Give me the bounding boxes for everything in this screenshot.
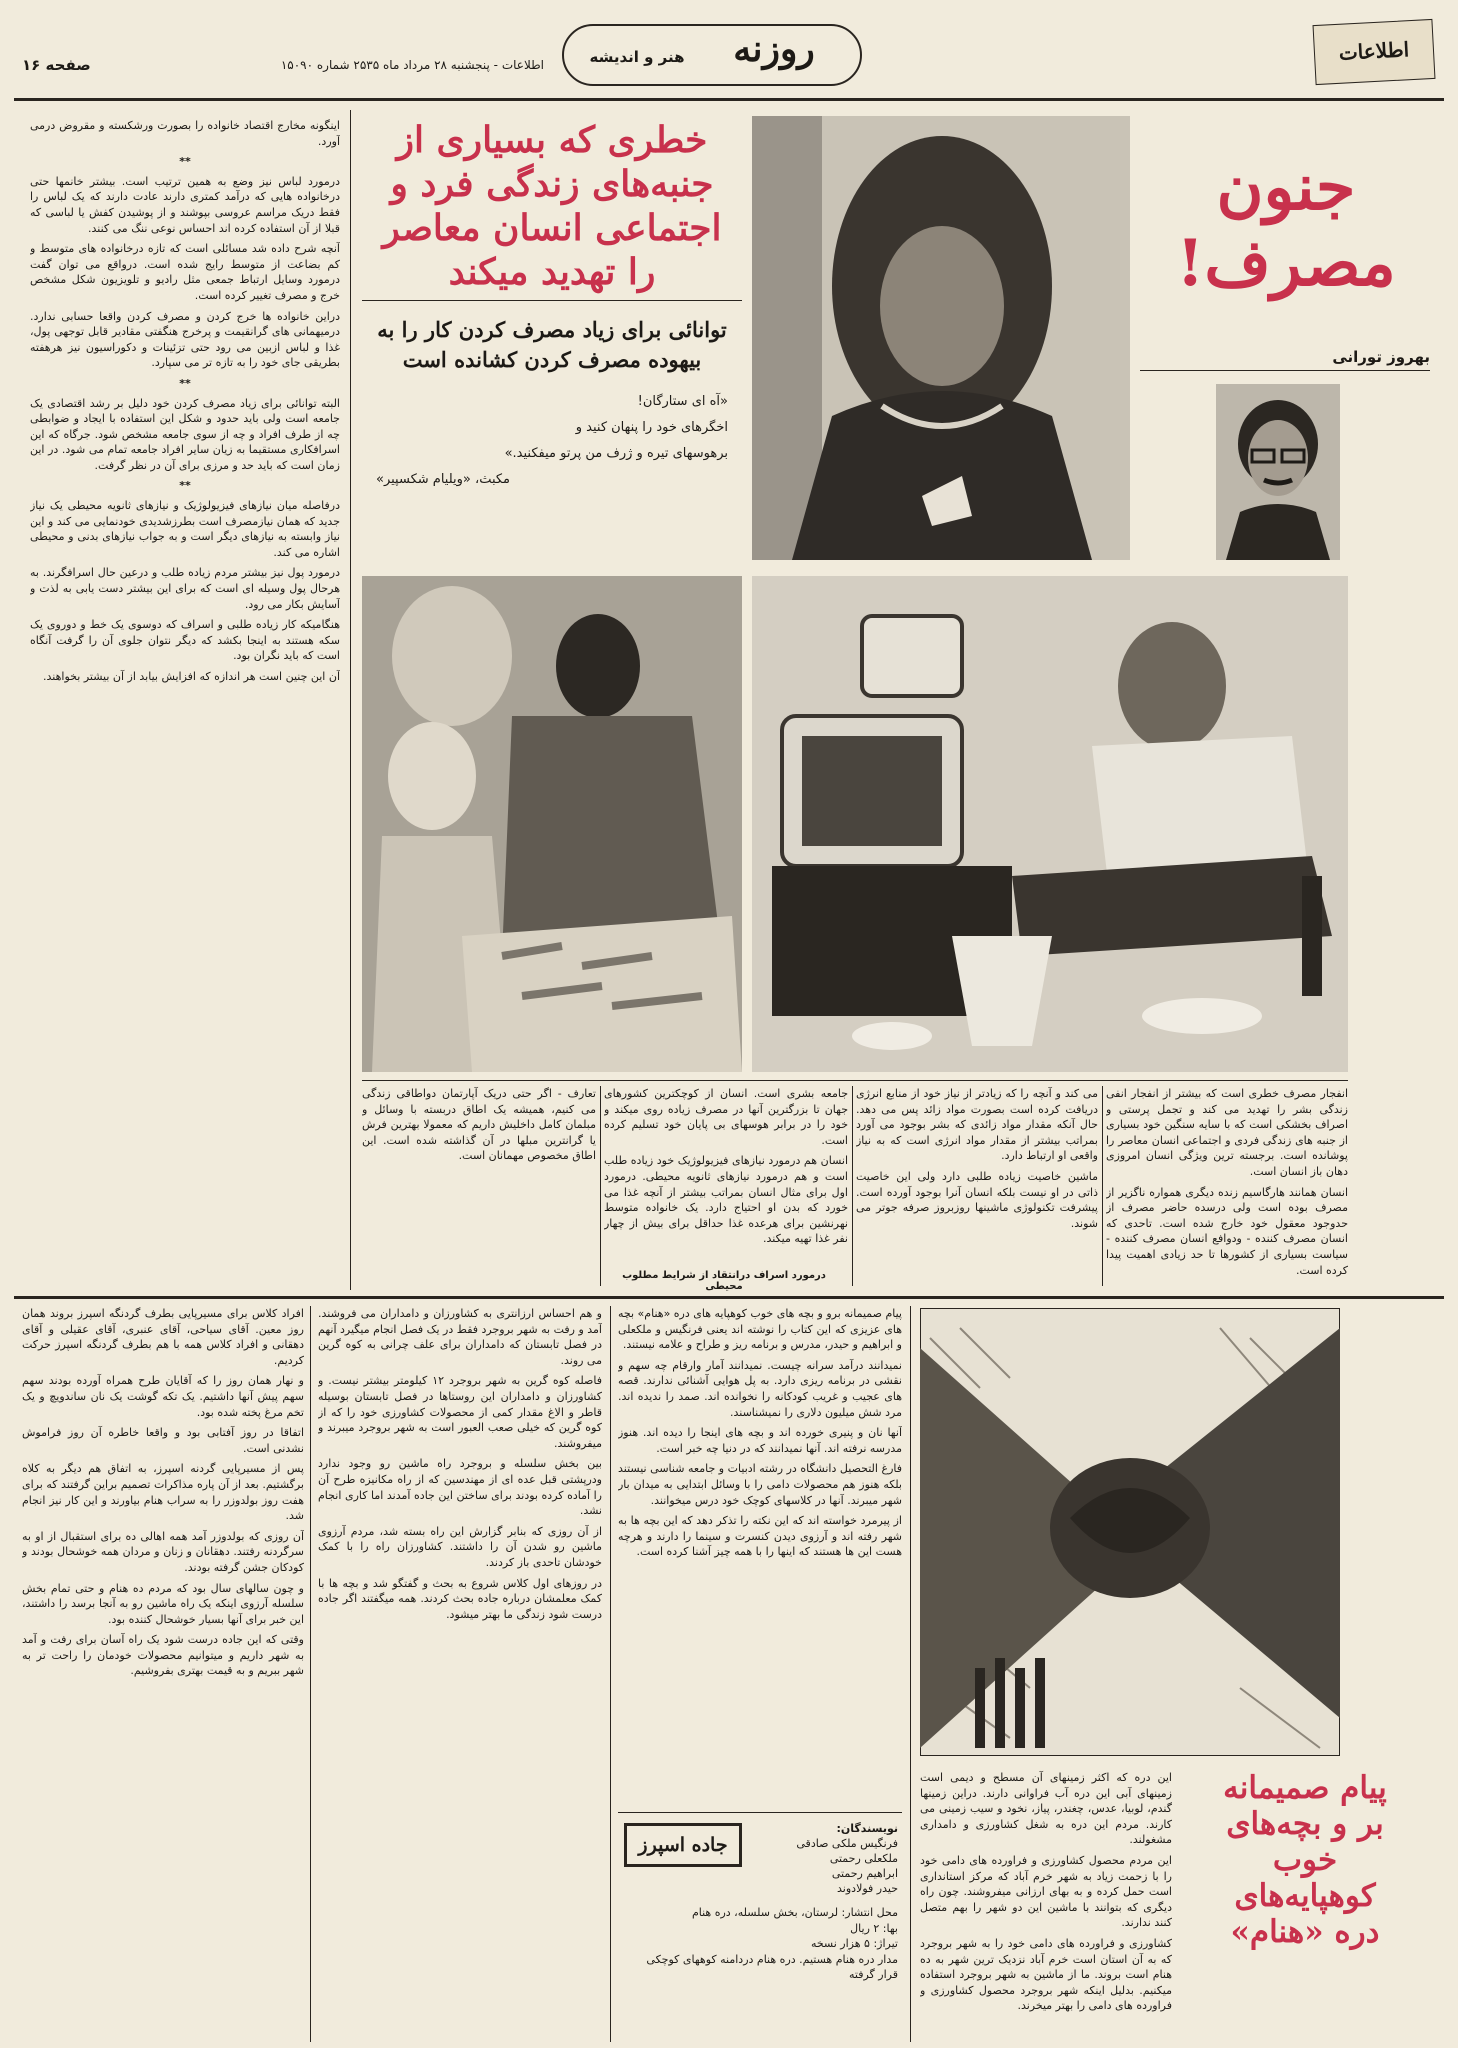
subheadline: توانائی برای زیاد مصرف کردن کار را به بیهوده مصرف کردن کشانده است <box>377 317 727 372</box>
column-rule <box>610 1306 611 2042</box>
article-intro <box>920 1770 1172 2040</box>
feature-paragraph: جامعه بشری است. انسان از کوچکترین کشورهای جهان تا بزرگترین آنها در مصرف زیاده روی میکند و خود را در برابر هوسهای بی پایان خود تسلیم کرده است. <box>604 1087 848 1147</box>
book-note: مدار دره هنام هستیم. دره هنام دردامنه کوههای کوچکی قرار گرفته <box>646 1952 898 1982</box>
authors-label: نویسندگان: <box>836 1822 898 1835</box>
book-publisher: محل انتشار: لرستان، بخش سلسله، دره هنام <box>691 1906 898 1919</box>
quote-box <box>362 385 742 497</box>
family-money-photo <box>362 576 742 1072</box>
left-column <box>30 118 340 1288</box>
intro-paragraph: کشاورزی و فراورده های دامی خود را به شهر بروجرد که به آن استان است خرم آباد نزدیک ترین شهر به ده هنام است بروند. ما از ماشین به شهر بروجرد استفاده میکنیم. بدلیل اینکه شهر بروجرد محصول کشاورزی و فراورده های دامی را بهتر میخرند. <box>920 1936 1172 2013</box>
left-paragraph: البته توانائی برای زیاد مصرف کردن خود دلیل بر رشد اقتصادی یک جامعه است ولی باید حدود و شکل این استفاده با ایجاد و ضوابطی چه از طرف افراد و چه از سوی جامعه مشخص شود. جرگاه که این اسرافکاری مستقیما به زیان سایر افراد جامعه تمام می شود. در این زمان است که باید حد و مرزی برای آن در نظر گرفت. <box>30 396 340 472</box>
article-paragraph: از آن روزی که بنابر گزارش این راه بسته شد، مردم آرزوی ماشین رو شدن آن را داشتند. کشاورزان راه را با کمک خودشان تاحدی باز کردند. <box>318 1524 602 1569</box>
bottom-column-a <box>618 1306 902 1806</box>
man-tv-photo <box>752 576 1348 1072</box>
article-paragraph: و چون سالهای سال بود که مردم ده هنام و حتی تمام بخش سلسله آرزوی اینکه یک راه ماشین رو به آنجا برسد را داشتند، این خبر برای آنها بسیار خوشحال کننده بود. <box>22 1581 304 1626</box>
column-rule <box>600 1086 601 1286</box>
asterisk-divider: ** <box>179 479 191 493</box>
left-paragraph: درفاصله میان نیازهای فیزیولوژیک و نیازهای ثانویه محیطی یک نیاز جدید که همان نیازمصرف است بطرزشدیدی خودنمایی می کند و این نیاز وابسته به نیازهای دیگر است و به جواب نیازهای بدنی و محیطی اشاره می کند. <box>30 499 340 559</box>
newspaper-logo <box>1313 19 1436 85</box>
feature-column-1 <box>1106 1086 1348 1286</box>
article-paragraph: و هم احساس ارزانتری به کشاورزان و دامداران می فروشند. آمد و رفت به شهر بروجرد فقط در یک فصل انجام میگیرد آنهم در فصل تابستان که دامداران برای علف چرانی به کوه گرین می روند. <box>318 1307 602 1367</box>
intro-paragraph: این مردم محصول کشاورزی و فراورده های دامی خود را با زحمت زیاد به شهر خرم آباد که مرکز استانداری است حمل کرده و به بهای ارزانی میفروشند. چون راه دیگری که بتوانند با ماشین این دو شهر را بهم متصل کنند ندارند. <box>920 1853 1172 1930</box>
feature-paragraph: ماشین خاصیت زیاده طلبی دارد ولی این خاصیت ذاتی در او نیست بلکه انسان آنرا بوجود آورده است. پیشرفت تکنولوژی ماشینها روزبروز صرفه جوتر می شوند. <box>856 1169 1098 1230</box>
article-paragraph: وقتی که این جاده درست شود یک راه آسان برای رفت و آمد به شهر داریم و میتوانیم محصولات خودمان را راحت تر به شهر ببریم و به قیمت بهتری بفروشیم. <box>22 1633 304 1678</box>
page-header <box>14 18 1444 90</box>
section-subtitle: هنر و اندیشه <box>589 48 685 66</box>
article-title-line: خوب <box>1272 1842 1338 1878</box>
feature-column-3 <box>604 1086 848 1286</box>
book-authors <box>750 1821 898 1896</box>
feature-footer-line: درمورد اسراف درانتقاد از شرایط مطلوب محیطی <box>622 1270 826 1292</box>
column-rule <box>910 1306 911 2042</box>
book-price: بها: ۲ ریال <box>850 1921 898 1935</box>
feature-paragraph: تعارف - اگر حتی دریک آپارتمان دواطاقی زندگی می کنیم، همیشه یک اطاق دربسته با وسائل و مبلمان کامل داخلیش داریم که معمولا بهترین فرش یا گرانترین مبلها در آن گذاشته شده است. این اطاق مخصوص مهمانان است. <box>362 1087 596 1163</box>
quote-line: «آه ای ستارگان! <box>637 394 728 409</box>
column-rule <box>350 110 351 1290</box>
article-paragraph: فارغ التحصیل دانشگاه در رشته ادبیات و جامعه شناسی نیستند بلکه هنوز هم محصولات دامی را با وسائل ابتدایی به میدان بار شهر میبرند. آنها در کلاسهای کوچک خود درس میخوانند. <box>618 1462 902 1507</box>
author-name: بهروز تورانی <box>1140 348 1430 371</box>
left-paragraph: آنچه شرح داده شد مسائلی است که تازه درخانواده های متوسط و کم بضاعت از متوسط رایج شده است. درواقع می توان گفت درمورد وسایل ارتباط جمعی مثل رادیو و تلویزیون شکل مشخص خرج و مصرف تغییر کرده است. <box>30 242 340 302</box>
article-title <box>1180 1770 1430 1950</box>
feature-body-rule <box>362 1080 1348 1081</box>
asterisk-divider: ** <box>179 376 191 390</box>
feature-paragraph: انسان هم درمورد نیازهای فیزیولوژیک خود زیاده طلب است و هم درمورد نیازهای ثانویه محیطی. درمورد اول برای مثال انسان بمراتب بیشتر از آنچه غذا می خورد که بدن او احتیاج دارد. یک خانواده متوسط نهرنشین برای هرعده غذا حداقل برای بیش از چهار نفر غذا تهیه میکند. <box>604 1154 848 1246</box>
article-paragraph: آن روزی که بولدوزر آمد همه اهالی ده برای استقبال از او به سرگردنه رفتند. دهقانان و زنان و مردان همه خوشحال بودند و کودکان جشن گرفته بودند. <box>22 1529 304 1574</box>
quote-line: برهوسهای تیره و ژرف من پرتو میفکنید.» <box>504 446 728 461</box>
quote-attribution: مکبث، «ویلیام شکسپیر» <box>376 472 511 487</box>
article-paragraph: افراد کلاس برای مسیرپایی بطرف گردنگه اسپرز بروند همان روز معین. آقای سیاحی، آقای عنبری، آقای عقیلی و آقای دهقانی و افراد کلاس همه با هم بطرف گردنگه اسپرز حرکت کردیم. <box>22 1307 304 1367</box>
quote-line: اخگرهای خود را پنهان کنید و <box>575 420 728 435</box>
left-paragraph: اینگونه مخارج اقتصاد خانواده را بصورت ورشکسته و مقروض درمی آورد. <box>30 119 340 148</box>
column-rule <box>310 1306 311 2042</box>
column-rule <box>1102 1086 1103 1286</box>
section-banner <box>562 24 862 86</box>
article-title-line: بر و بچه‌های <box>1226 1806 1384 1842</box>
author-photo <box>1216 384 1340 560</box>
article-paragraph: فاصله کوه گرین به شهر بروجرد ۱۲ کیلومتر بیشتر نیست. و کشاورزان و دامداران این روستاها در فصل تابستان بوسیله قاطر و الاغ مقدار کمی از محصولات کشاورزی خود را که از کوه گرین که خیلی صعب العبور است به شهر بروجرد میبرند و میفروشند. <box>318 1374 602 1450</box>
left-paragraph: درمورد پول نیز بیشتر مردم زیاده طلب و درعین حال اسرافگرند. به هرحال پول وسیله ای است که برای این بیشتر دست یابی به لذت و آسایش بکار می رود. <box>30 566 340 611</box>
article-paragraph: پس از مسیرپایی گردنه اسپرز، به اتفاق هم دیگر به کلاه برگشتیم. بعد از آن پاره مذاکرات تصمیم براین گرفتند که برای هفت روز بولدوزر را به سراب هنام بیاورند و این کار نیز انجام شد. <box>22 1462 304 1523</box>
left-paragraph: هنگامیکه کار زیاده طلبی و اسراف که دوسوی یک خط و دوروی یک سکه هستند به اینجا بکشد که دیگر نتوان جلوی آن را گرفت آنگاه است که باید نگران بود. <box>30 618 340 663</box>
asterisk-divider: ** <box>179 155 191 169</box>
article-paragraph: در روزهای اول کلاس شروع به بحث و گفتگو شد و بچه ها با کمک معلمشان درباره جاده بحث کردند. همه میگفتند اگر جاده درست شود زندگی ما بهتر میشود. <box>318 1576 602 1621</box>
feature-title <box>1136 150 1436 302</box>
intro-paragraph: این دره که اکثر زمینهای آن مسطح و دیمی است زمینهای آبی این دره آب فراوانی دارند. دراین زمینها گندم، لوبیا، عدس، چغندر، پیاز، نخود و سیب زمینی می کارند. مردم این دره به شغل کشاورزی و دامداری مشغولند. <box>920 1771 1172 1847</box>
headline: خطری که بسیاری از جنبه‌های زندگی فرد و اجتماعی انسان معاصر را تهدید میکند <box>362 112 742 301</box>
author-item: حیدر فولادوند <box>837 1882 898 1895</box>
feature-column-4 <box>362 1086 596 1286</box>
book-info-box <box>618 1812 902 2038</box>
article-paragraph: پیام صمیمانه برو و بچه های خوب کوهپایه های دره «هنام» بچه های عزیزی که این کتاب را نوشته اند یعنی فرنگیس و ملکعلی و ابراهیم و حیدر، مدرس و برنامه ریز و طراح و علامه نیستند. <box>618 1307 902 1352</box>
author-item: فرنگیس ملکی صادقی <box>796 1837 898 1850</box>
article-paragraph: بین بخش سلسله و بروجرد راه ماشین رو وجود ندارد ودرپشتی قبل عده ای از مهندسین که از راه مکانیزه طرح آن را آماده کرده بودند برای ساختن این جاده آمدند اما کاری انجام نشد. <box>318 1457 602 1518</box>
issue-info: اطلاعات - پنجشنبه ۲۸ مرداد ماه ۲۵۳۵ شماره ۱۵۰۹۰ <box>280 58 544 72</box>
child-photo <box>752 116 1130 560</box>
article-title-line: کوهپایه‌های <box>1234 1878 1376 1914</box>
article-paragraph: آنها نان و پنیری خورده اند و بچه های اینجا را دیده اند. هنوز مدرسه نرفته اند. آنها نمیدانند که در دنیا چه خبر است. <box>618 1426 902 1455</box>
bottom-column-b <box>318 1306 602 2036</box>
column-rule <box>852 1086 853 1286</box>
section-divider <box>14 1296 1444 1299</box>
article-paragraph: و نهار همان روز را که آقایان طرح همراه آورده بودند سهم سهم پیش آنها داشتیم. یک تکه گوشت یک نان ساندویچ و یک تخم مرغ پخته شده بود. <box>22 1374 304 1419</box>
book-details <box>624 1905 898 2035</box>
headline-block <box>362 112 742 567</box>
left-paragraph: آن این چنین است هر اندازه که افزایش بیابد از آن بیشتر بخواهند. <box>43 670 340 683</box>
feature-paragraph: انفجار مصرف خطری است که بیشتر از انفجار انفی زندگی بشر را تهدید می کند و تجمل پرستی و اصراف بخشکی است که با سایه سنگین خود بسیاری از جنبه های زندگی فردی و اجتماعی انسان معاصر را پوشانده است. برجسته ترین ویژگی انسان امروزی دهان باز انسان است. <box>1106 1087 1348 1178</box>
author-item: ملکعلی رحمتی <box>829 1852 898 1865</box>
left-paragraph: دراین خانواده ها خرج کردن و مصرف کردن واقعا حسابی ندارد. درمیهمانی های گرانقیمت و پرخرج هنگفتی مقادیر قابل توجهی پول، غذا و لباس ازبین می رود حتی تزئینات و دکوراسیون نیز هرهفته بطریقی جای خود را به تازه تر می سپارد. <box>30 309 340 370</box>
page-number: صفحه ۱۶ <box>22 56 91 74</box>
author-item: ابراهیم رحمتی <box>831 1867 898 1880</box>
feature-column-2 <box>856 1086 1098 1286</box>
article-paragraph: اتفاقا در روز آفتابی بود و واقعا خاطره آن روز فراموش نشدنی است. <box>22 1426 304 1455</box>
section-title: روزنه <box>733 28 815 70</box>
bottom-column-c <box>22 1306 304 2036</box>
article-title-line: پیام صمیمانه <box>1223 1770 1387 1806</box>
feature-title-line: جنون <box>1216 150 1356 225</box>
feature-paragraph: انسان همانند هارگاسیم زنده دیگری همواره ناگزیر از مصرف بوده است ولی درسده حاضر مصرف از حدوجود معقول خود خارج شده است. تاحدی که انسان مصرف کننده - ودوافع انسان مصرف کننده - سیاست بسیاری از کشورها تا حد زیادی اهمیت پیدا کرده است. <box>1106 1185 1348 1277</box>
article-title-line: دره «هنام» <box>1230 1914 1380 1950</box>
feature-title-line: مصرف! <box>1176 226 1396 301</box>
left-paragraph: درمورد لباس نیز وضع به همین ترتیب است. بیشتر خانمها حتی درخانواده هایی که درآمد کمتری دارند عادت دارند که یک لباس را فقط دریک مراسم عروسی بپوشند و از پوشیدن کفش یا لباسی که قبلا از آن استفاده کرده اند احساس نوعی ننگ می کنند. <box>30 174 340 235</box>
knot-illustration <box>920 1308 1340 1756</box>
logo-text: اطلاعات <box>1338 37 1410 65</box>
article-paragraph: نمیدانند درآمد سرانه چیست. نمیدانند آمار وارقام چه سهم و نقشی در برنامه ریزی دارد. به پل هوایی آشنائی ندارند. قصه های عجیب و غریب کودکانه را نخوانده اند. صمد را ندیده اند. مرد شش میلیون دلاری را نمیشناسند. <box>618 1358 902 1419</box>
article-paragraph: از پیرمرد خواسته اند که این نکته را تذکر دهد که این بچه ها به شهر رفته اند و آرزوی دیدن کنسرت و سینما را دارند و هرچه هست این ها هستند که اینها را با همه چیز آشنا کرده است. <box>618 1514 902 1559</box>
header-rule <box>14 98 1444 101</box>
feature-paragraph: می کند و آنچه را که زیادتر از نیاز خود از منابع انرژی دریافت کرده است بصورت مواد زائد پس می دهد. حال آنکه مقدار مواد زائدی که بشر بوجود می آورد بمراتب بیشتر از مقدار مواد انرژی است که به نیاز واقعی او ارتباط دارد. <box>856 1087 1098 1163</box>
book-copies: تیراژ: ۵ هزار نسخه <box>810 1937 898 1951</box>
book-title: جاده اسپرز <box>624 1823 742 1867</box>
